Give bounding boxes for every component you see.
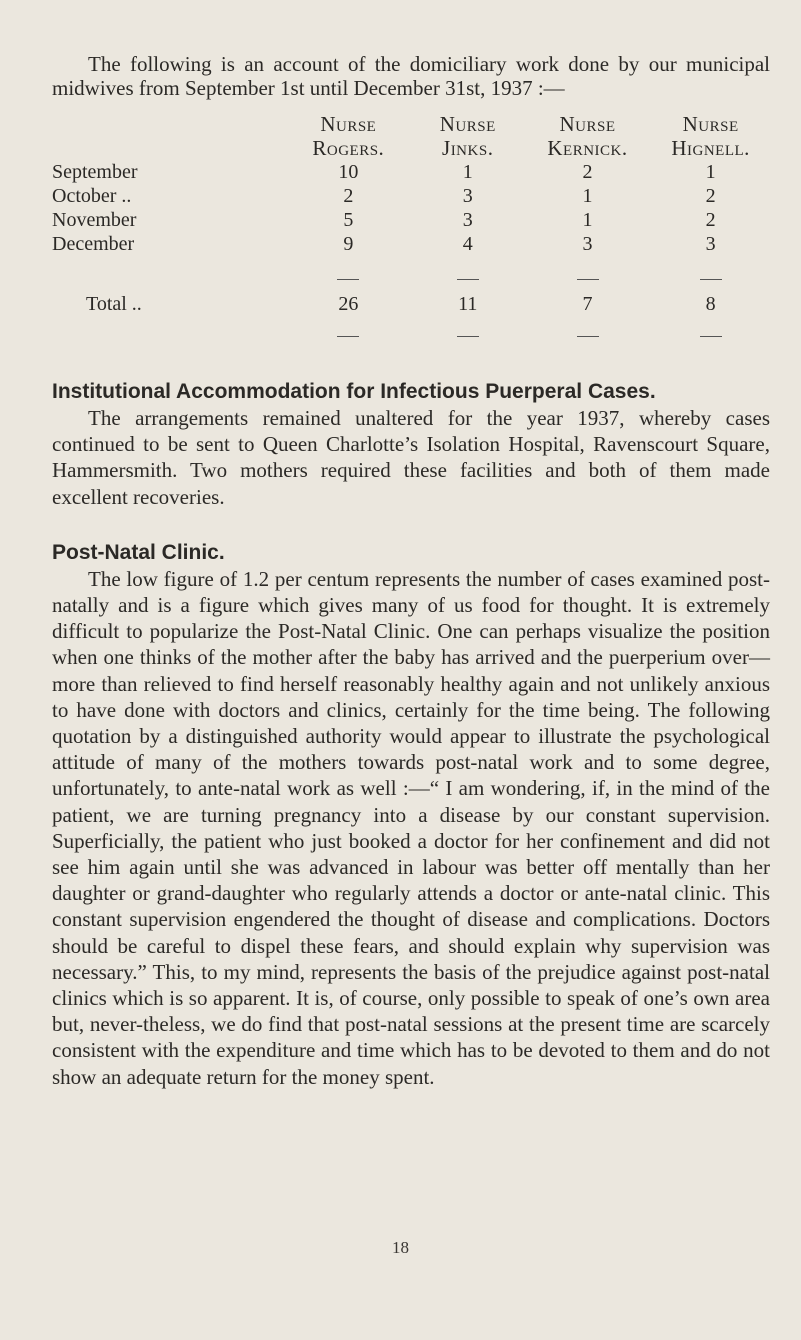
row-month: November [52,209,137,231]
header-nurse-kernick-line2: Kernick. [547,136,628,160]
table-cell: 1 [462,161,473,183]
section-infectious-accommodation [52,379,771,510]
table-cell: 2 [705,209,716,231]
header-nurse-jinks-line2: Jinks. [442,136,494,160]
rule-line [700,336,722,337]
table-row [52,184,771,208]
section-heading: Post-Natal Clinic. [52,540,225,564]
header-nurse-hignell-line1: Nurse [682,112,739,136]
section-paragraph [52,405,770,510]
total-cell: 7 [582,293,593,315]
rule-line [337,279,359,280]
table-cell: 1 [705,161,716,183]
section-text: The low figure of 1.2 per centum represents the number of cases examined post-natally and is a figure which gives many of us food for thought. It is extremely difficult to popularize the Post-Natal Clinic. One can perhaps visualize the position when one thinks of the mother after the baby has arrived and the puerperium over—more than relieved to find herself reasonably healthy again and not unlikely anxious to have done with doctors and clinics, certainly for the time being. The following quotation by a distinguished authority would appear to illustrate the psychological attitude of many of the mothers towards post-natal work and to some degree, unfortunately, to ante-natal work as well :—“ I am wondering, if, in the mind of the patient, we are turning pregnancy into a disease by our constant supervision. Superficially, the patient who just booked a doctor for her confinement and did not see him again until she was advanced in labour was better off mentally than her daughter or grand-daughter who regularly attends a doctor or ante-natal clinic. This constant supervision engendered the thought of disease and complications. Doctors should be careful to dispel these fears, and should explain why supervision was necessary.” This, to my mind, represents the basis of the prejudice against post-natal clinics which is so apparent. It is, of course, only possible to speak of one’s own area but, never-theless, we do find that post-natal sessions at the present time are scarcely consistent with the expenditure and time which has to be devoted to them and do not show an adequate return for the money spent. [52,566,770,1089]
table-cell: 3 [462,209,473,231]
table-cell: 9 [343,233,354,255]
header-nurse-rogers-line1: Nurse [320,112,377,136]
total-row [52,292,771,316]
section-text: The arrangements remained unaltered for the year 1937, whereby cases continued to be sent to Queen Charlotte’s Isolation Hospital, Ravenscourt Square, Hammersmith. Two mothers required these facilities and both of them made excellent recoveries. [52,406,770,509]
row-month: October .. [52,185,132,207]
table-row [52,232,771,256]
table-header-row-1 [52,112,771,136]
table-cell: 2 [343,185,354,207]
subtotal-rule-row [52,256,771,292]
row-month: September [52,161,138,183]
table-cell: 2 [582,161,593,183]
header-nurse-hignell-line2: Hignell. [671,136,750,160]
table-row [52,160,771,184]
table-cell: 3 [582,233,593,255]
header-nurse-rogers-line2: Rogers. [312,136,385,160]
section-heading: Institutional Accommodation for Infectious Puerperal Cases. [52,380,656,403]
rule-line [457,279,479,280]
table-row [52,208,771,232]
intro-paragraph [52,52,770,100]
rule-line [457,336,479,337]
total-cell: 26 [338,293,359,315]
section-paragraph [52,566,770,1090]
table-cell: 1 [582,209,593,231]
midwives-table [52,112,771,346]
table-cell: 2 [705,185,716,207]
table-header-row-2 [52,136,771,160]
table-cell: 5 [343,209,354,231]
total-cell: 8 [705,293,716,315]
rule-line [337,336,359,337]
total-cell: 11 [458,293,478,315]
page-number: 18 [392,1238,409,1257]
rule-line [700,279,722,280]
intro-text: The following is an account of the domiciliary work done by our municipal midwives from September 1st until December 31st, 1937 :— [52,52,770,100]
table-cell: 1 [582,185,593,207]
header-nurse-kernick-line1: Nurse [559,112,616,136]
row-month: December [52,233,135,255]
total-label: Total .. [86,293,142,315]
rule-line [577,279,599,280]
table-cell: 10 [338,161,359,183]
section-post-natal-clinic [52,540,771,1090]
total-rule-row [52,316,771,346]
table-cell: 4 [462,233,473,255]
table-cell: 3 [705,233,716,255]
header-nurse-jinks-line1: Nurse [439,112,496,136]
table-cell: 3 [462,185,473,207]
rule-line [577,336,599,337]
